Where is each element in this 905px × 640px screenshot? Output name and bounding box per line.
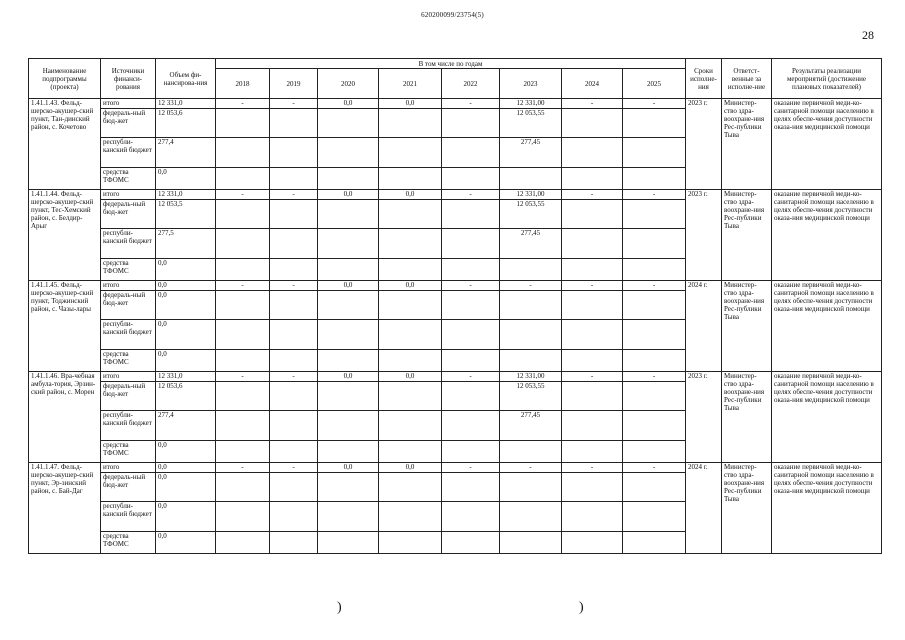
volume-cell: 12 053,5 [156, 200, 216, 229]
source-label-cell: средства ТФОМС [101, 350, 156, 372]
year-value-cell [216, 350, 270, 372]
year-value-cell: 0,0 [318, 463, 379, 473]
year-value-cell: - [216, 99, 270, 109]
year-value-cell: 277,45 [500, 138, 562, 168]
year-value-cell [318, 138, 379, 168]
year-value-cell [216, 138, 270, 168]
header-year-2020: 2020 [318, 69, 379, 99]
year-value-cell: 0,0 [318, 190, 379, 200]
header-year-2023: 2023 [500, 69, 562, 99]
header-volume: Объем фи-нансирова-ния [156, 59, 216, 99]
year-value-cell: - [562, 463, 623, 473]
volume-cell: 12 331,0 [156, 372, 216, 382]
year-value-cell [442, 441, 500, 463]
year-value-cell [318, 382, 379, 411]
year-value-cell [216, 229, 270, 259]
year-value-cell [318, 109, 379, 138]
year-value-cell: - [270, 99, 318, 109]
year-value-cell [318, 350, 379, 372]
year-value-cell: 12 331,00 [500, 372, 562, 382]
year-value-cell: 0,0 [379, 190, 442, 200]
year-value-cell [442, 200, 500, 229]
year-value-cell [318, 259, 379, 281]
table-row [29, 281, 882, 291]
year-value-cell [562, 473, 623, 502]
source-label-cell: республи-канский бюджет [101, 138, 156, 168]
year-value-cell: 12 331,00 [500, 99, 562, 109]
year-value-cell [270, 532, 318, 554]
year-value-cell: - [270, 463, 318, 473]
year-value-cell [216, 109, 270, 138]
responsible-cell: Министер-ство здра-воохране-ния Рес-публики Тыва [722, 281, 772, 372]
year-value-cell [623, 168, 686, 190]
year-value-cell [562, 350, 623, 372]
source-label-cell: республи-канский бюджет [101, 411, 156, 441]
header-responsible: Ответст-венные за исполне-ние [722, 59, 772, 99]
year-value-cell [442, 109, 500, 138]
source-label-cell: средства ТФОМС [101, 532, 156, 554]
year-value-cell [623, 441, 686, 463]
year-value-cell [623, 473, 686, 502]
year-value-cell [562, 168, 623, 190]
term-cell: 2024 г. [686, 281, 722, 372]
year-value-cell [623, 411, 686, 441]
year-value-cell [500, 168, 562, 190]
year-value-cell [379, 473, 442, 502]
year-value-cell [623, 532, 686, 554]
volume-cell: 0,0 [156, 463, 216, 473]
volume-cell: 12 331,0 [156, 190, 216, 200]
source-label-cell: итого [101, 372, 156, 382]
year-value-cell [216, 168, 270, 190]
year-value-cell [500, 502, 562, 532]
year-value-cell [216, 320, 270, 350]
source-label-cell: итого [101, 463, 156, 473]
year-value-cell [500, 291, 562, 320]
result-cell: оказание первичной меди-ко-санитарной помощи населению в целях обеспе-чения доступности оказа-ния медицинской помощи [772, 281, 882, 372]
year-value-cell: - [442, 463, 500, 473]
year-value-cell [216, 411, 270, 441]
year-value-cell [562, 532, 623, 554]
header-year-2025: 2025 [623, 69, 686, 99]
year-value-cell [562, 441, 623, 463]
footer-mark-left: ) [337, 600, 342, 615]
year-value-cell [270, 291, 318, 320]
result-cell: оказание первичной меди-ко-санитарной помощи населению в целях обеспе-чения доступности оказа-ния медицинской помощи [772, 190, 882, 281]
source-label-cell: средства ТФОМС [101, 259, 156, 281]
year-value-cell [216, 441, 270, 463]
responsible-cell: Министер-ство здра-воохране-ния Рес-публики Тыва [722, 190, 772, 281]
result-cell: оказание первичной меди-ко-санитарной помощи населению в целях обеспе-чения доступности оказа-ния медицинской помощи [772, 99, 882, 190]
year-value-cell: 12 053,55 [500, 109, 562, 138]
year-value-cell: 12 053,55 [500, 382, 562, 411]
year-value-cell: - [500, 463, 562, 473]
volume-cell: 12 053,6 [156, 382, 216, 411]
volume-cell: 0,0 [156, 532, 216, 554]
table-row [29, 372, 882, 382]
year-value-cell [379, 168, 442, 190]
year-value-cell [318, 411, 379, 441]
year-value-cell [270, 382, 318, 411]
year-value-cell: - [623, 99, 686, 109]
year-value-cell [379, 532, 442, 554]
volume-cell: 12 331,0 [156, 99, 216, 109]
year-value-cell [379, 138, 442, 168]
header-results: Результаты реализации мероприятий (достижение плановых показателей) [772, 59, 882, 99]
year-value-cell: - [270, 190, 318, 200]
year-value-cell [500, 320, 562, 350]
year-value-cell [562, 259, 623, 281]
term-cell: 2023 г. [686, 99, 722, 190]
year-value-cell: - [442, 99, 500, 109]
source-label-cell: средства ТФОМС [101, 168, 156, 190]
budget-table [28, 58, 882, 554]
year-value-cell [270, 200, 318, 229]
year-value-cell [562, 320, 623, 350]
project-name-cell: 1.41.1.47. Фельд-шерско-акушер-ский пункт, Эр-зинский район, с. Бай-Даг [29, 463, 101, 554]
year-value-cell [562, 382, 623, 411]
year-value-cell: 0,0 [379, 463, 442, 473]
result-cell: оказание первичной меди-ко-санитарной помощи населению в целях обеспе-чения доступности оказа-ния медицинской помощи [772, 463, 882, 554]
year-value-cell [562, 502, 623, 532]
year-value-cell [623, 320, 686, 350]
table-row [29, 190, 882, 200]
year-value-cell: - [216, 190, 270, 200]
source-label-cell: республи-канский бюджет [101, 229, 156, 259]
responsible-cell: Министер-ство здра-воохране-ния Рес-публики Тыва [722, 372, 772, 463]
year-value-cell [379, 109, 442, 138]
header-years-group: В том числе по годам [216, 59, 686, 69]
header-year-2019: 2019 [270, 69, 318, 99]
year-value-cell: - [270, 372, 318, 382]
year-value-cell [216, 200, 270, 229]
page-number: 28 [862, 28, 874, 42]
header-year-2022: 2022 [442, 69, 500, 99]
year-value-cell [270, 441, 318, 463]
source-label-cell: итого [101, 281, 156, 291]
year-value-cell: - [623, 463, 686, 473]
volume-cell: 277,4 [156, 411, 216, 441]
footer-mark-right: ) [579, 600, 584, 615]
source-label-cell: федераль-ный бюд-жет [101, 291, 156, 320]
year-value-cell [379, 291, 442, 320]
year-value-cell [623, 229, 686, 259]
year-value-cell [623, 291, 686, 320]
year-value-cell [318, 168, 379, 190]
year-value-cell [379, 411, 442, 441]
year-value-cell: - [442, 281, 500, 291]
year-value-cell [270, 320, 318, 350]
year-value-cell [562, 200, 623, 229]
project-name-cell: 1.41.1.43. Фельд-шерско-акушер-ский пункт, Тан-динский район, с. Кочетово [29, 99, 101, 190]
year-value-cell [216, 291, 270, 320]
year-value-cell [442, 411, 500, 441]
year-value-cell [500, 473, 562, 502]
year-value-cell: 0,0 [318, 99, 379, 109]
year-value-cell: - [562, 190, 623, 200]
year-value-cell [562, 411, 623, 441]
result-cell: оказание первичной меди-ко-санитарной помощи населению в целях обеспе-чения доступности оказа-ния медицинской помощи [772, 372, 882, 463]
year-value-cell [442, 320, 500, 350]
year-value-cell [379, 382, 442, 411]
year-value-cell: - [270, 281, 318, 291]
year-value-cell [318, 200, 379, 229]
document-id: 620200099/23754(5) [421, 11, 484, 19]
year-value-cell [270, 502, 318, 532]
term-cell: 2024 г. [686, 463, 722, 554]
year-value-cell [623, 138, 686, 168]
year-value-cell [442, 532, 500, 554]
year-value-cell [379, 229, 442, 259]
year-value-cell [379, 200, 442, 229]
year-value-cell: - [442, 372, 500, 382]
year-value-cell [379, 259, 442, 281]
year-value-cell: 0,0 [318, 281, 379, 291]
year-value-cell [442, 291, 500, 320]
year-value-cell [500, 259, 562, 281]
header-year-2024: 2024 [562, 69, 623, 99]
year-value-cell [379, 350, 442, 372]
year-value-cell [216, 473, 270, 502]
year-value-cell [562, 229, 623, 259]
volume-cell: 0,0 [156, 320, 216, 350]
year-value-cell [442, 229, 500, 259]
year-value-cell: 12 331,00 [500, 190, 562, 200]
volume-cell: 0,0 [156, 259, 216, 281]
year-value-cell [270, 259, 318, 281]
year-value-cell [379, 441, 442, 463]
year-value-cell [216, 502, 270, 532]
project-name-cell: 1.41.1.46. Вра-чебная амбула-тория, Эрзин-ский район, с. Морен [29, 372, 101, 463]
project-name-cell: 1.41.1.45. Фельд-шерско-акушер-ский пункт, Тоджинский район, с. Чазы-лары [29, 281, 101, 372]
year-value-cell [562, 138, 623, 168]
year-value-cell [442, 502, 500, 532]
year-value-cell [318, 441, 379, 463]
volume-cell: 0,0 [156, 291, 216, 320]
source-label-cell: федераль-ный бюд-жет [101, 382, 156, 411]
year-value-cell [216, 382, 270, 411]
year-value-cell [442, 168, 500, 190]
volume-cell: 277,4 [156, 138, 216, 168]
volume-cell: 0,0 [156, 473, 216, 502]
responsible-cell: Министер-ство здра-воохране-ния Рес-публики Тыва [722, 463, 772, 554]
year-value-cell [379, 502, 442, 532]
year-value-cell [442, 473, 500, 502]
year-value-cell [500, 532, 562, 554]
year-value-cell [623, 350, 686, 372]
volume-cell: 0,0 [156, 281, 216, 291]
year-value-cell [270, 229, 318, 259]
year-value-cell [562, 291, 623, 320]
year-value-cell [318, 320, 379, 350]
source-label-cell: республи-канский бюджет [101, 502, 156, 532]
year-value-cell: - [562, 372, 623, 382]
year-value-cell: 12 053,55 [500, 200, 562, 229]
volume-cell: 12 053,6 [156, 109, 216, 138]
year-value-cell [216, 259, 270, 281]
volume-cell: 277,5 [156, 229, 216, 259]
year-value-cell: 277,45 [500, 411, 562, 441]
year-value-cell [270, 168, 318, 190]
header-term: Сроки исполне-ния [686, 59, 722, 99]
year-value-cell: - [216, 463, 270, 473]
year-value-cell: - [623, 372, 686, 382]
year-value-cell [318, 229, 379, 259]
header-name: Наименование подпрограммы (проекта) [29, 59, 101, 99]
year-value-cell: 277,45 [500, 229, 562, 259]
source-label-cell: республи-канский бюджет [101, 320, 156, 350]
year-value-cell [318, 473, 379, 502]
header-source: Источники финанси-рования [101, 59, 156, 99]
year-value-cell [270, 473, 318, 502]
project-name-cell: 1.41.1.44. Фельд-шерско-акушер-ский пункт, Тес-Хемский район, с. Белдир-Арыг [29, 190, 101, 281]
year-value-cell [216, 532, 270, 554]
term-cell: 2023 г. [686, 372, 722, 463]
source-label-cell: федераль-ный бюд-жет [101, 200, 156, 229]
header-year-2021: 2021 [379, 69, 442, 99]
table-row [29, 99, 882, 109]
year-value-cell [623, 200, 686, 229]
year-value-cell: 0,0 [318, 372, 379, 382]
volume-cell: 0,0 [156, 441, 216, 463]
table-row [29, 463, 882, 473]
source-label-cell: федераль-ный бюд-жет [101, 473, 156, 502]
year-value-cell: 0,0 [379, 99, 442, 109]
year-value-cell: - [562, 281, 623, 291]
year-value-cell [623, 382, 686, 411]
year-value-cell: - [216, 281, 270, 291]
year-value-cell [562, 109, 623, 138]
year-value-cell: 0,0 [379, 281, 442, 291]
year-value-cell [270, 109, 318, 138]
source-label-cell: федераль-ный бюд-жет [101, 109, 156, 138]
year-value-cell [442, 138, 500, 168]
term-cell: 2023 г. [686, 190, 722, 281]
year-value-cell: 0,0 [379, 372, 442, 382]
year-value-cell: - [562, 99, 623, 109]
year-value-cell [318, 502, 379, 532]
volume-cell: 0,0 [156, 350, 216, 372]
year-value-cell [500, 350, 562, 372]
source-label-cell: итого [101, 99, 156, 109]
year-value-cell: - [216, 372, 270, 382]
year-value-cell [500, 441, 562, 463]
year-value-cell [270, 350, 318, 372]
year-value-cell: - [500, 281, 562, 291]
year-value-cell [270, 411, 318, 441]
year-value-cell: - [623, 190, 686, 200]
year-value-cell [318, 532, 379, 554]
source-label-cell: итого [101, 190, 156, 200]
year-value-cell [623, 502, 686, 532]
year-value-cell [623, 109, 686, 138]
year-value-cell [442, 382, 500, 411]
volume-cell: 0,0 [156, 502, 216, 532]
year-value-cell [318, 291, 379, 320]
year-value-cell: - [623, 281, 686, 291]
year-value-cell [270, 138, 318, 168]
year-value-cell [379, 320, 442, 350]
responsible-cell: Министер-ство здра-воохране-ния Рес-публики Тыва [722, 99, 772, 190]
year-value-cell [442, 259, 500, 281]
volume-cell: 0,0 [156, 168, 216, 190]
year-value-cell: - [442, 190, 500, 200]
year-value-cell [623, 259, 686, 281]
header-year-2018: 2018 [216, 69, 270, 99]
year-value-cell [442, 350, 500, 372]
source-label-cell: средства ТФОМС [101, 441, 156, 463]
